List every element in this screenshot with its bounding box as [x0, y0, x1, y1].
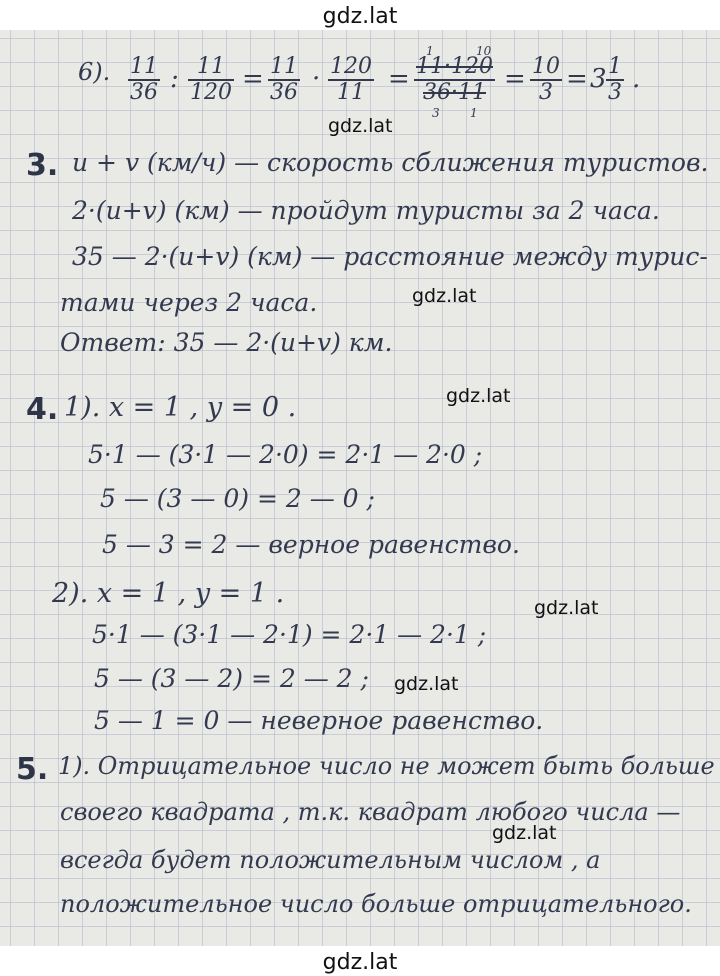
part-label: 6). — [78, 58, 111, 86]
watermark-bottom[interactable]: gdz.lat — [322, 950, 398, 975]
period: . — [632, 64, 641, 94]
denominator: 36·11 — [423, 80, 486, 105]
watermark: gdz.lat — [394, 673, 459, 695]
answer-line: Ответ: 35 — 2·(u+v) км. — [60, 328, 393, 357]
text-line: 5 — (3 — 2) = 2 — 2 ; — [94, 664, 369, 693]
operator: : — [170, 64, 179, 94]
fraction — [268, 55, 300, 105]
operator: = — [242, 64, 264, 94]
text-line: 35 — 2·(u+v) (км) — расстояние между турис- — [72, 242, 708, 271]
text-line: 5 — 1 = 0 — неверное равенство. — [94, 706, 544, 735]
text-line: 5·1 — (3·1 — 2·0) = 2·1 — 2·0 ; — [88, 440, 483, 469]
task-number: 3. — [26, 148, 59, 183]
numerator: 120 — [330, 54, 372, 79]
text-line: положительное число больше отрицательного. — [60, 890, 692, 918]
text-line: 1). Отрицательное число не может быть больше — [58, 752, 715, 780]
watermark: gdz.lat — [412, 285, 477, 307]
watermark: gdz.lat — [446, 385, 511, 407]
fraction — [414, 55, 495, 105]
text-line: 5 — 3 = 2 — верное равенство. — [102, 530, 520, 559]
watermark: gdz.lat — [534, 597, 599, 619]
text-line: всегда будет положительным числом , а — [60, 846, 601, 874]
task-number: 4. — [26, 392, 59, 427]
fraction — [188, 55, 234, 105]
fraction — [328, 55, 374, 105]
watermark: gdz.lat — [492, 822, 557, 844]
denominator: 3 — [608, 80, 622, 105]
operator: = — [388, 64, 410, 94]
text-line: своего квадрата , т.к. квадрат любого числа — — [60, 798, 681, 826]
whole-part: 3 — [590, 64, 607, 94]
text-line: 1). x = 1 , y = 0 . — [64, 392, 297, 423]
operator: = — [566, 64, 588, 94]
fraction — [606, 55, 624, 105]
denominator: 36 — [130, 80, 158, 105]
watermark-top[interactable]: gdz.lat — [322, 4, 398, 29]
denominator: 3 — [539, 80, 553, 105]
numerator: 11·120 — [416, 54, 493, 79]
cancel-mark: 1 — [470, 106, 478, 120]
cancel-mark: 1 — [426, 44, 434, 58]
text-line: тами через 2 часа. — [60, 288, 318, 317]
denominator: 11 — [337, 80, 365, 105]
denominator: 36 — [270, 80, 298, 105]
text-line: u + v (км/ч) — скорость сближения туристов. — [72, 148, 709, 177]
text-line: 5 — (3 — 0) = 2 — 0 ; — [100, 484, 375, 513]
task-number: 5. — [16, 752, 49, 787]
cancel-mark: 3 — [432, 106, 440, 120]
numerator: 1 — [608, 54, 622, 79]
watermark: gdz.lat — [328, 115, 393, 137]
cancel-mark: 10 — [476, 44, 492, 58]
text-line: 2). x = 1 , y = 1 . — [52, 578, 285, 609]
numerator: 11 — [270, 54, 298, 79]
operator: · — [312, 64, 321, 94]
denominator: 120 — [190, 80, 232, 105]
numerator: 11 — [188, 55, 234, 81]
numerator: 11 — [130, 54, 158, 79]
fraction — [530, 55, 562, 105]
text-line: 2·(u+v) (км) — пройдут туристы за 2 часа. — [72, 196, 660, 225]
numerator: 10 — [532, 54, 560, 79]
fraction — [128, 55, 160, 105]
operator: = — [504, 64, 526, 94]
text-line: 5·1 — (3·1 — 2·1) = 2·1 — 2·1 ; — [92, 620, 487, 649]
